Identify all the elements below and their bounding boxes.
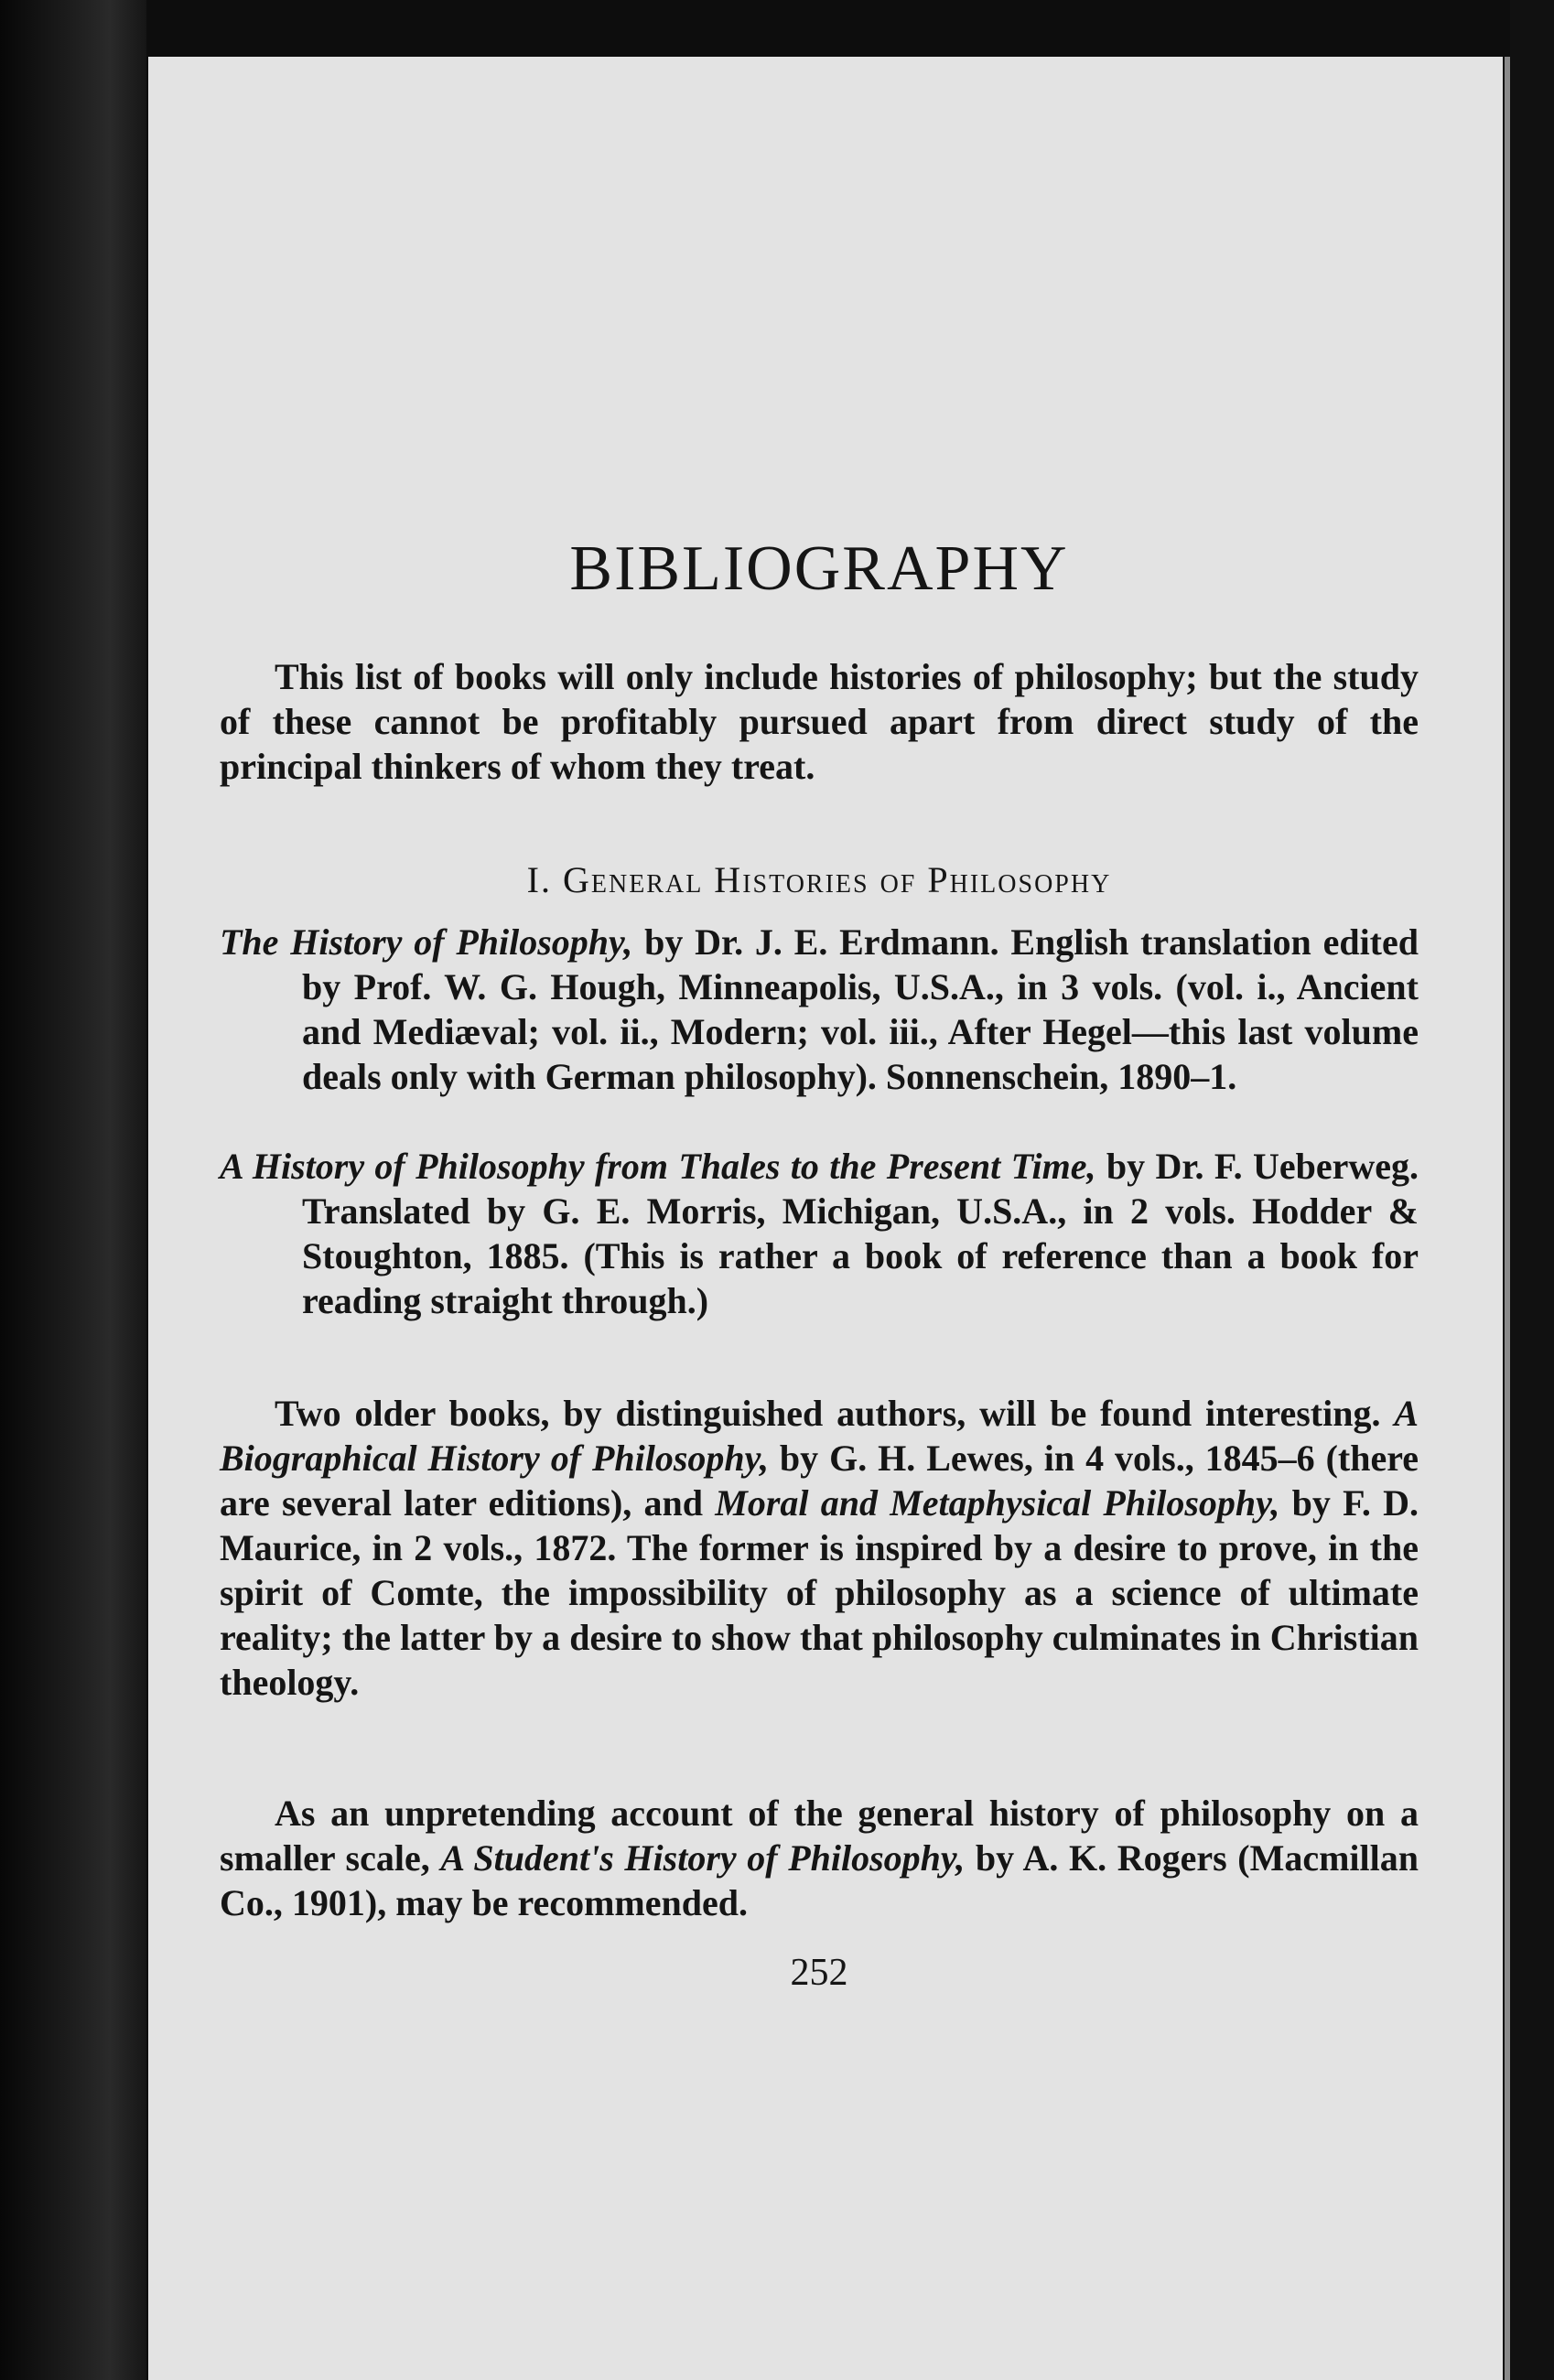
paragraph-text: by G. H. Lewes, in 4 vols., 1845–6 (there are several later editions), and bbox=[220, 1438, 1419, 1524]
paragraph-text: As an unpretending account of the general history of philosophy on a smaller scale, bbox=[220, 1793, 1419, 1879]
book-title: A Student's History of Philosophy, bbox=[440, 1837, 966, 1879]
book-title: A History of Philosophy from Thales to the Present Time, bbox=[220, 1146, 1096, 1187]
bibliography-entry bbox=[220, 1144, 1419, 1323]
recommendation-paragraph bbox=[220, 1791, 1419, 1925]
entry-details: by Dr. F. Ueberweg. Translated by G. E. Morris, Michigan, U.S.A., in 2 vols. Hodder & Stoughton, 1885. (This is rather a book of reference than a book for reading straight through.) bbox=[302, 1146, 1419, 1321]
intro-paragraph: This list of books will only include histories of philosophy; but the study of these cannot be profitably pursued apart from direct study of the principal thinkers of whom they treat. bbox=[220, 656, 1419, 787]
page-title: BIBLIOGRAPHY bbox=[569, 533, 1069, 604]
paragraph-text: by A. K. Rogers (Macmillan Co., 1901), may be recommended. bbox=[220, 1837, 1419, 1923]
book-gutter bbox=[0, 0, 146, 2380]
book-title: The History of Philosophy, bbox=[220, 921, 633, 963]
paragraph-text: Two older books, by distinguished authors, will be found interesting. bbox=[275, 1393, 1395, 1434]
page-number: 252 bbox=[790, 1952, 848, 1994]
section-heading: I. General Histories of Philosophy bbox=[526, 859, 1112, 900]
entry-details: by Dr. J. E. Erdmann. English translation edited by Prof. W. G. Hough, Minneapolis, U.S.A., in 3 vols. (vol. i., Ancient and Mediæval; vol. ii., Modern; vol. iii., After Hegel—this last volume deals only with German philosophy). Sonnenschein, 1890–1. bbox=[302, 921, 1419, 1097]
scan-border bbox=[1510, 0, 1554, 2380]
older-books-paragraph bbox=[220, 1391, 1419, 1705]
book-title: A Biographical History of Philosophy, bbox=[220, 1393, 1419, 1479]
book-title: Moral and Metaphysical Philosophy, bbox=[715, 1482, 1280, 1524]
bibliography-entry bbox=[220, 920, 1419, 1099]
paragraph-text: by F. D. Maurice, in 2 vols., 1872. The former is inspired by a desire to prove, in the spirit of Comte, the impossibility of philosophy as a science of ultimate reality; the latter by a desire to show that philosophy culminates in Christian theology. bbox=[220, 1482, 1419, 1703]
